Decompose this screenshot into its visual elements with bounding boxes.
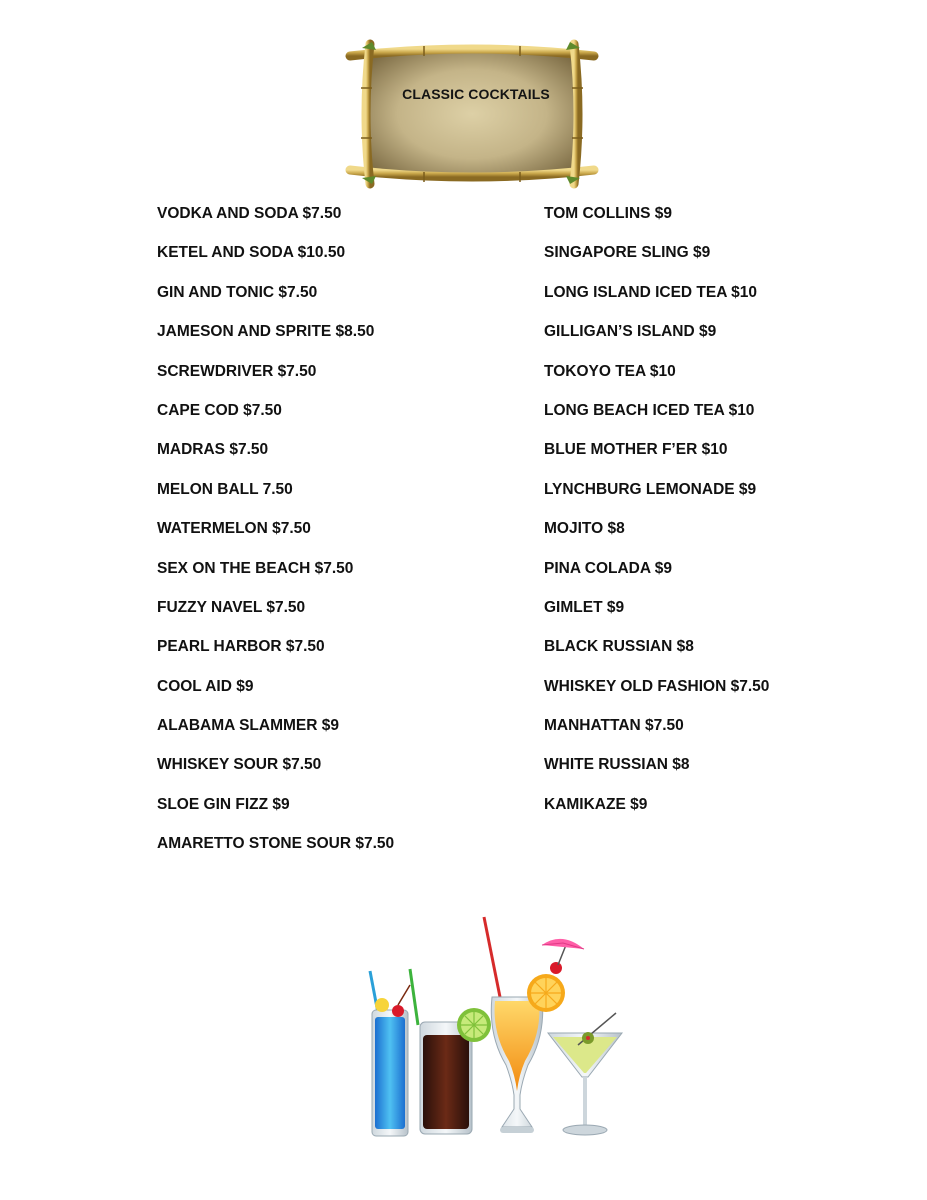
menu-item: SINGAPORE SLING $9 bbox=[544, 244, 711, 262]
menu-item: PEARL HARBOR $7.50 bbox=[157, 638, 325, 656]
menu-item: LONG BEACH ICED TEA $10 bbox=[544, 401, 755, 419]
menu-item: GIMLET $9 bbox=[544, 598, 625, 616]
menu-item: BLUE MOTHER F’ER $10 bbox=[544, 441, 728, 459]
menu-item: AMARETTO STONE SOUR $7.50 bbox=[157, 835, 395, 853]
menu-item: SLOE GIN FIZZ $9 bbox=[157, 795, 290, 813]
menu-item: GIN AND TONIC $7.50 bbox=[157, 283, 318, 301]
cocktails-illustration bbox=[352, 905, 637, 1150]
menu-item: PINA COLADA $9 bbox=[544, 559, 673, 577]
menu-item: SEX ON THE BEACH $7.50 bbox=[157, 559, 354, 577]
menu-item: SCREWDRIVER $7.50 bbox=[157, 362, 317, 380]
menu-item: TOM COLLINS $9 bbox=[544, 205, 673, 222]
menu-item: WHISKEY OLD FASHION $7.50 bbox=[544, 677, 770, 695]
menu-item: KAMIKAZE $9 bbox=[544, 795, 648, 813]
menu-item: MELON BALL 7.50 bbox=[157, 480, 293, 498]
menu-item: COOL AID $9 bbox=[157, 677, 254, 695]
menu-item: WHITE RUSSIAN $8 bbox=[544, 756, 690, 774]
menu-item: BLACK RUSSIAN $8 bbox=[544, 638, 694, 656]
menu-item: FUZZY NAVEL $7.50 bbox=[157, 598, 306, 616]
menu-item: MADRAS $7.50 bbox=[157, 441, 269, 459]
menu-column-right bbox=[544, 205, 769, 835]
bamboo-frame-icon bbox=[344, 38, 600, 190]
page-title: CLASSIC COCKTAILS bbox=[402, 86, 550, 102]
menu-item: ALABAMA SLAMMER $9 bbox=[157, 717, 339, 735]
menu-item: TOKOYO TEA $10 bbox=[544, 362, 676, 380]
menu-item: MANHATTAN $7.50 bbox=[544, 717, 684, 735]
menu-item: LYNCHBURG LEMONADE $9 bbox=[544, 480, 757, 498]
menu-item: VODKA AND SODA $7.50 bbox=[157, 205, 342, 222]
menu-item: CAPE COD $7.50 bbox=[157, 401, 282, 419]
menu-item: JAMESON AND SPRITE $8.50 bbox=[157, 323, 375, 341]
menu-item: GILLIGAN’S ISLAND $9 bbox=[544, 323, 717, 341]
title-banner bbox=[344, 38, 600, 190]
menu-item: MOJITO $8 bbox=[544, 520, 625, 538]
cocktail-glasses-icon bbox=[352, 905, 637, 1150]
menu-column-left bbox=[157, 205, 394, 875]
menu-item: WATERMELON $7.50 bbox=[157, 520, 311, 538]
menu-item: WHISKEY SOUR $7.50 bbox=[157, 756, 322, 774]
menu-item: LONG ISLAND ICED TEA $10 bbox=[544, 283, 758, 301]
menu-item: KETEL AND SODA $10.50 bbox=[157, 244, 346, 262]
